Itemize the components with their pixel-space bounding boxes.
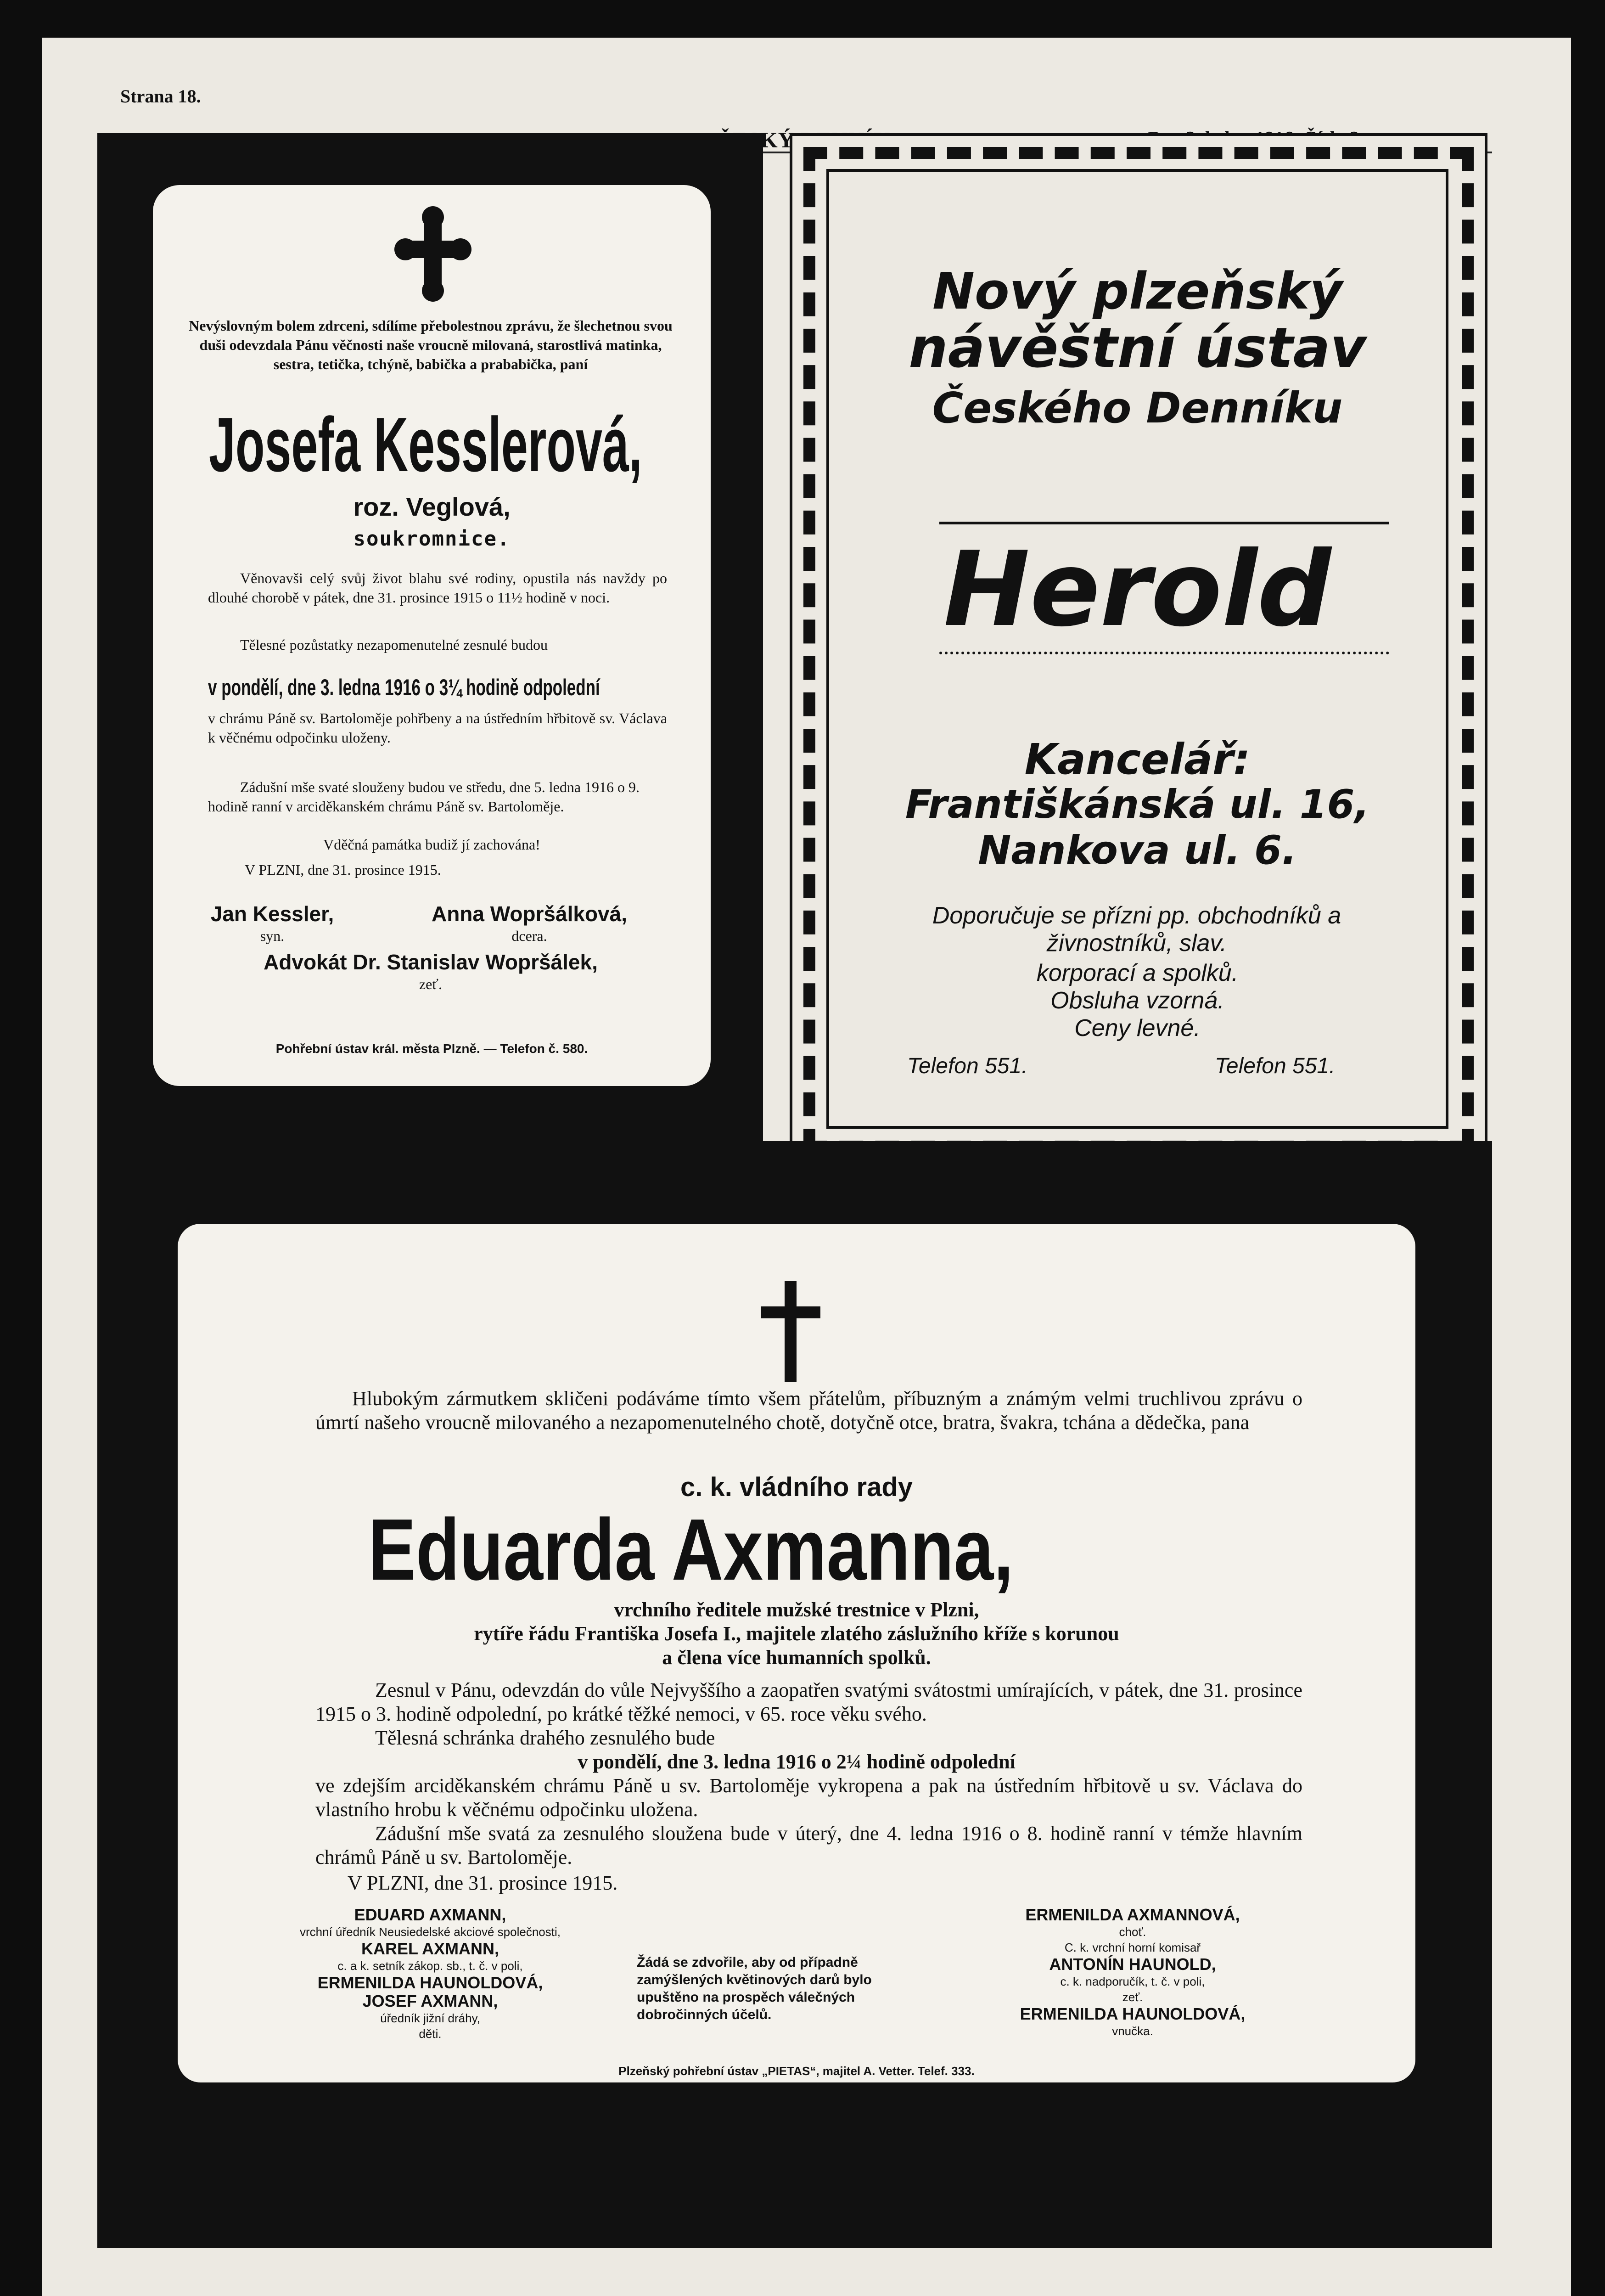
signer-relation: vnučka. (1112, 2024, 1153, 2038)
ad-rule-bottom (939, 652, 1389, 660)
signer-relation: úředník jižní dráhy, (380, 2011, 480, 2025)
axmann-paragraph-2: Tělesná schránka drahého zesnulého bude (375, 1727, 715, 1749)
kessler-paragraph-1: Věnovavši celý svůj život blahu své rodiny, opustila nás navždy po dlouhé chorobě v pátek, dne 31. prosince 1915 o 11½ hodině v noci. (208, 570, 667, 606)
axmann-right-signers (949, 1906, 1316, 2039)
axmann-footer: Plzeňský pohřební ústav „PIETAS“, majitel A. Vetter. Telef. 333. (618, 2064, 975, 2078)
maiden-name: roz. Veglová, (353, 492, 511, 521)
page-number: Strana 18. (120, 86, 201, 107)
kessler-memory: Vděčná památka budiž jí zachována! (323, 836, 540, 853)
axmann-funeral-date: v pondělí, dne 3. ledna 1916 o 2¼ hodině odpolední (578, 1750, 1016, 1773)
maiden-name-wrap (153, 492, 711, 522)
signer-name: Anna Wopršálková, (431, 902, 628, 926)
obituary-card-axmann (178, 1224, 1415, 2082)
signer-name: EDUARD AXMANN, (354, 1905, 506, 1924)
signer-relation: zeť. (419, 976, 443, 992)
cross-icon (394, 206, 472, 302)
ad-recommend-2: korporací a spolků. (1036, 960, 1239, 986)
signer-relation: C. k. vrchní horní komisař (1064, 1941, 1201, 1954)
deceased-title: c. k. vládního rady (680, 1472, 913, 1502)
signer-relation: zeť. (1122, 1990, 1143, 2004)
signer-relation: vrchní úředník Neusiedelské akciové společnosti, (300, 1925, 561, 1939)
axmann-flowers-note: Žádá se zdvořile, aby od případně zamýšlených květinových darů bylo upuštěno na prospěch válečných dobročinných účelů. (637, 1955, 872, 2022)
signer-relation: děti. (419, 2027, 442, 2041)
signer-name: Jan Kessler, (210, 902, 334, 926)
kessler-intro: Nevýslovným bolem zdrceni, sdílíme přebolestnou zprávu, že šlechetnou svou duši odevzdala Pánu věčnosti naše vroucně milovaná, starostlivá matinka, sestra, tetička, tchýně, babička a prababička, paní (189, 317, 673, 372)
axmann-role-1: vrchního ředitele mužské trestnice v Plzni, (614, 1598, 979, 1621)
ad-address-1: Františkánská ul. 16, (905, 782, 1370, 827)
signer-jan-kessler (180, 901, 364, 945)
axmann-left-signers (247, 1906, 614, 2042)
ad-line-1: Nový plzeňský (932, 262, 1343, 321)
deceased-name: Eduarda Axmanna, (368, 1501, 1014, 1598)
signer-name: Advokát Dr. Stanislav Wopršálek, (264, 950, 598, 974)
signer-anna-woprsalkova (392, 901, 667, 945)
kessler-name-wrap (209, 401, 709, 488)
kessler-funeral-date: v pondělí, dne 3. ledna 1916 o 3¼ hodině odpolední (208, 675, 600, 700)
signer-name: KAREL AXMANN, (361, 1939, 499, 1958)
axmann-intro: Hlubokým zármutkem skličeni podáváme tímto všem přátelům, příbuzným a známým velmi truchlivou zprávu o úmrtí našeho vroucně milovaného a nezapomenutelného chotě, dotyčně otce, bratra, švakra, tchána a dědečka, pana (315, 1387, 1302, 1434)
deceased-name: Josefa Kesslerová, (209, 401, 642, 488)
ad-recommend-1: Doporučuje se přízni pp. obchodníků a živnostníků, slav. (932, 902, 1341, 957)
signer-relation: choť. (1119, 1925, 1146, 1939)
signer-name: JOSEF AXMANN, (362, 1992, 498, 2010)
ad-telephone-left: Telefon 551. (907, 1054, 1028, 1078)
signer-name: ANTONÍN HAUNOLD, (1049, 1955, 1216, 1974)
ad-line-3: Českého Denníku (932, 383, 1343, 433)
kessler-funeral-date-wrap (208, 674, 713, 701)
occupation: soukromnice. (353, 527, 511, 551)
signer-relation: c. k. nadporučík, t. č. v poli, (1060, 1975, 1205, 1988)
axmann-place-date: V PLZNI, dne 31. prosince 1915. (348, 1872, 618, 1894)
axmann-role-3: a člena více humanních spolků. (662, 1646, 931, 1669)
ad-recommend-4: Ceny levné. (1074, 1015, 1201, 1041)
ad-inner-frame (826, 169, 1448, 1129)
ad-telephone-right: Telefon 551. (1215, 1054, 1336, 1078)
axmann-paragraph-3: ve zdejším arciděkanském chrámu Páně u sv. Bartoloměje vykropena a pak na ústředním hřbitově u sv. Václava do vlastního hrobu k věčnému odpočinku uložena. (315, 1774, 1302, 1821)
ad-office-label: Kancelář: (1024, 735, 1251, 784)
obituary-card-kessler (153, 185, 711, 1086)
axmann-paragraph-4: Zádušní mše svatá za zesnulého sloužena bude v úterý, dne 4. ledna 1916 o 8. hodině ranní v témže hlavním chrámů Páně u sv. Bartoloměje. (315, 1822, 1302, 1868)
signer-name: ERMENILDA HAUNOLDOVÁ, (1020, 2004, 1246, 2023)
kessler-footer: Pohřební ústav král. města Plzně. — Telefon č. 580. (275, 1041, 588, 1056)
cross-icon (761, 1281, 820, 1382)
signer-name: ERMENILDA AXMANNOVÁ, (1025, 1905, 1240, 1924)
kessler-place-date: V PLZNI, dne 31. prosince 1915. (245, 861, 441, 878)
ad-rule-top (939, 522, 1389, 524)
signer-name: ERMENILDA HAUNOLDOVÁ, (317, 1973, 543, 1992)
ad-brand: Herold (943, 529, 1331, 650)
axmann-paragraph-1: Zesnul v Pánu, odevzdán do vůle Nejvyššího a zaopatřen svatými svátostmi umírajících, v pátek, dne 31. prosince 1915 o 3. hodině odpolední, po krátké těžké nemoci, v 65. roce věku svého. (315, 1679, 1302, 1725)
kessler-paragraph-2: Tělesné pozůstatky nezapomenutelné zesnulé budou (240, 636, 548, 653)
ad-recommend-3: Obsluha vzorná. (1050, 987, 1224, 1014)
signer-relation: dcera. (511, 928, 547, 944)
kessler-paragraph-4: Zádušní mše svaté slouženy budou ve středu, dne 5. ledna 1916 o 9. hodině ranní v arciděkanském chrámu Páně sv. Bartoloměje. (208, 779, 640, 815)
signer-stanislav-woprsalek (180, 950, 681, 994)
axmann-role-2: rytíře řádu Františka Josefa I., majitele zlatého záslužního kříže s korunou (474, 1622, 1119, 1645)
signer-relation: c. a k. setník zákop. sb., t. č. v poli, (337, 1959, 523, 1973)
kessler-paragraph-3: v chrámu Páně sv. Bartoloměje pohřbeny a na ústředním hřbitově sv. Václava k věčnému odpočinku uloženy. (208, 710, 667, 746)
axmann-title-wrap (178, 1472, 1415, 1503)
ad-address-2: Nankova ul. 6. (978, 827, 1297, 873)
axmann-name-wrap (368, 1501, 1424, 1598)
ad-line-2: návěštní ústav (909, 316, 1366, 380)
signer-relation: syn. (260, 928, 285, 944)
